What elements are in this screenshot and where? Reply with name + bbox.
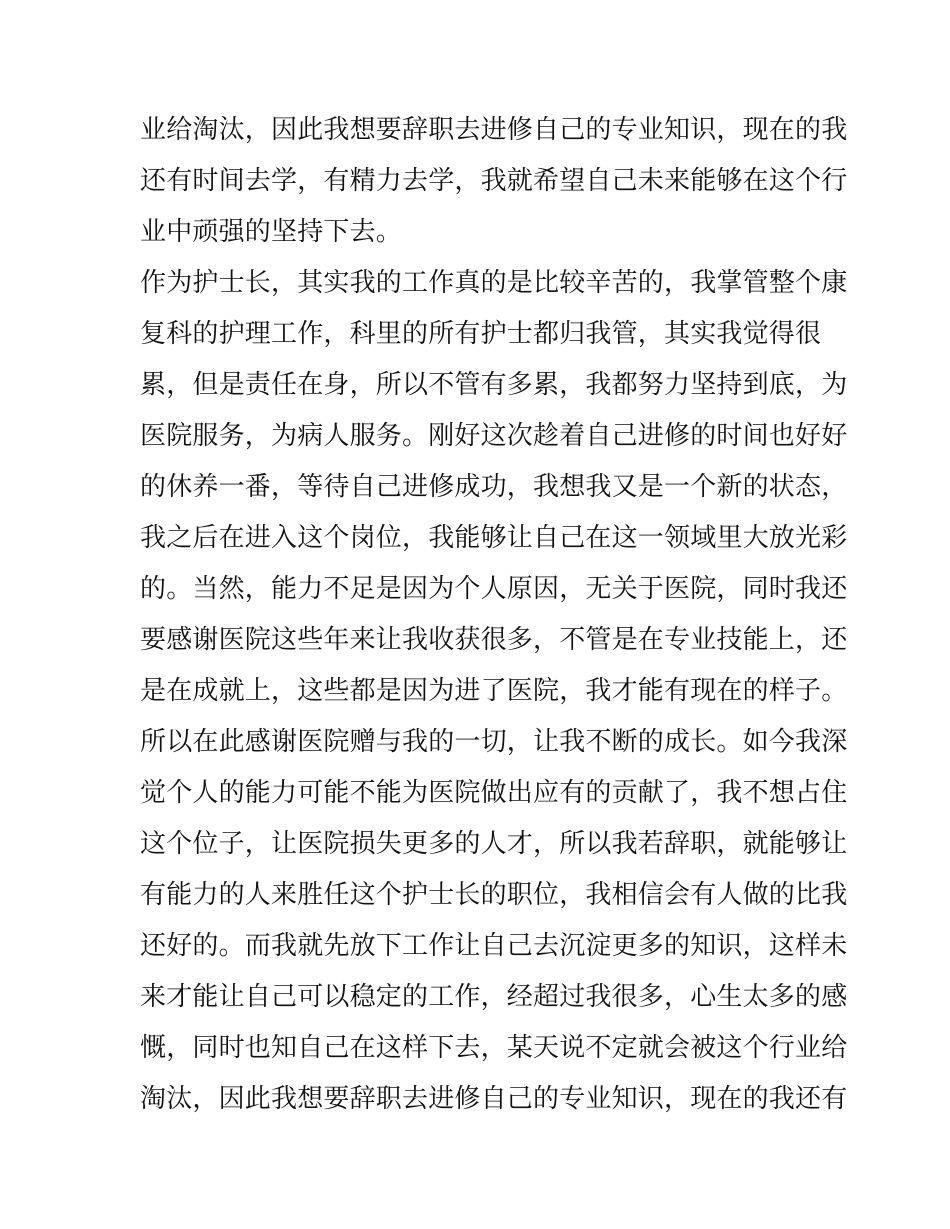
text-line: 要感谢医院这些年来让我收获很多，不管是在专业技能上，还 xyxy=(140,625,848,655)
text-line: 来才能让自己可以稳定的工作，经超过我很多，心生太多的感 xyxy=(140,982,848,1012)
text-line: 慨，同时也知自己在这样下去，某天说不定就会被这个行业给 xyxy=(140,1033,848,1063)
text-line: 我之后在进入这个岗位，我能够让自己在这一领域里大放光彩 xyxy=(140,523,848,553)
text-line: 这个位子，让医院损失更多的人才，所以我若辞职，就能够让 xyxy=(140,829,848,859)
text-line: 业给淘汰，因此我想要辞职去进修自己的专业知识，现在的我 xyxy=(140,115,848,145)
document-body-text xyxy=(140,109,848,1129)
text-line: 的。当然，能力不足是因为个人原因，无关于医院，同时我还 xyxy=(140,574,848,604)
text-line: 累，但是责任在身，所以不管有多累，我都努力坚持到底，为 xyxy=(140,370,848,400)
text-line: 医院服务，为病人服务。刚好这次趁着自己进修的时间也好好 xyxy=(140,421,848,451)
text-line: 有能力的人来胜任这个护士长的职位，我相信会有人做的比我 xyxy=(140,880,848,910)
text-line: 觉个人的能力可能不能为医院做出应有的贡献了，我不想占住 xyxy=(140,778,848,808)
text-line: 作为护士长，其实我的工作真的是比较辛苦的，我掌管整个康 xyxy=(140,268,848,298)
text-line: 业中顽强的坚持下去。 xyxy=(140,217,403,247)
text-line: 淘汰，因此我想要辞职去进修自己的专业知识，现在的我还有 xyxy=(140,1084,848,1114)
text-line: 所以在此感谢医院赠与我的一切，让我不断的成长。如今我深 xyxy=(140,727,848,757)
text-line: 复科的护理工作，科里的所有护士都归我管，其实我觉得很 xyxy=(140,319,822,349)
text-line: 还有时间去学，有精力去学，我就希望自己未来能够在这个行 xyxy=(140,166,848,196)
text-line: 的休养一番，等待自己进修成功，我想我又是一个新的状态， xyxy=(140,472,848,502)
text-line: 还好的。而我就先放下工作让自己去沉淀更多的知识，这样未 xyxy=(140,931,848,961)
text-line: 是在成就上，这些都是因为进了医院，我才能有现在的样子。 xyxy=(140,676,848,706)
